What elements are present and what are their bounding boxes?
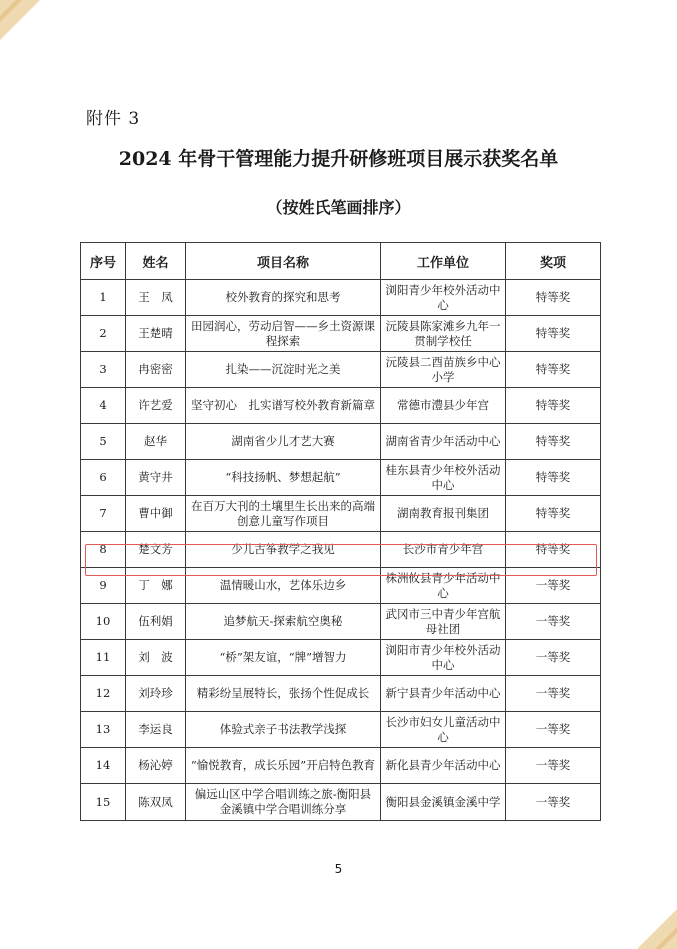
cell-no: 4 (81, 388, 126, 424)
table-row (81, 280, 601, 316)
table-row (81, 496, 601, 532)
cell-award: 一等奖 (506, 748, 601, 784)
cell-no: 12 (81, 676, 126, 712)
cell-name: 曹中御 (126, 496, 186, 532)
table-row (81, 388, 601, 424)
cell-unit: 沅陵县陈家滩乡九年一贯制学校任 (381, 316, 506, 352)
cell-project: “科技扬帆、梦想起航” (186, 460, 381, 496)
table-row (81, 424, 601, 460)
cell-project: “愉悦教育，成长乐园”开启特色教育 (186, 748, 381, 784)
header-award: 奖项 (506, 243, 601, 280)
cell-award: 特等奖 (506, 424, 601, 460)
cell-project: 精彩纷呈展特长，张扬个性促成长 (186, 676, 381, 712)
cell-name: 李运良 (126, 712, 186, 748)
cell-unit: 长沙市妇女儿童活动中心 (381, 712, 506, 748)
cell-unit: 新化县青少年活动中心 (381, 748, 506, 784)
cell-name: 冉密密 (126, 352, 186, 388)
cell-project: 体验式亲子书法教学浅探 (186, 712, 381, 748)
cell-project: 少儿古筝教学之我见 (186, 532, 381, 568)
cell-unit: 长沙市青少年宫 (381, 532, 506, 568)
awards-table (80, 242, 601, 821)
corner-ornament-icon (617, 889, 677, 949)
table-row (81, 316, 601, 352)
cell-unit: 沅陵县二酉苗族乡中心小学 (381, 352, 506, 388)
cell-unit: 新宁县青少年活动中心 (381, 676, 506, 712)
cell-name: 许艺爱 (126, 388, 186, 424)
document-subtitle: （按姓氏笔画排序） (266, 198, 411, 217)
table-row (81, 640, 601, 676)
cell-unit: 湖南教育报刊集团 (381, 496, 506, 532)
cell-name: 黄守井 (126, 460, 186, 496)
table-row (81, 712, 601, 748)
cell-name: 王 凤 (126, 280, 186, 316)
cell-project: 温情暖山水，艺体乐边乡 (186, 568, 381, 604)
cell-no: 11 (81, 640, 126, 676)
cell-project: 在百万大刊的土壤里生长出来的高端创意儿童写作项目 (186, 496, 381, 532)
cell-name: 赵华 (126, 424, 186, 460)
cell-unit: 武冈市三中青少年宫航母社团 (381, 604, 506, 640)
cell-no: 6 (81, 460, 126, 496)
table-row (81, 676, 601, 712)
cell-unit: 株洲攸县青少年活动中心 (381, 568, 506, 604)
cell-name: 刘玲珍 (126, 676, 186, 712)
attachment-label: 附件 3 (86, 109, 141, 129)
cell-unit: 浏阳市青少年校外活动中心 (381, 640, 506, 676)
table-row (81, 352, 601, 388)
cell-name: 楚文芳 (126, 532, 186, 568)
table-header-row (81, 243, 601, 280)
header-project: 项目名称 (186, 243, 381, 280)
cell-no: 5 (81, 424, 126, 460)
cell-project: 坚守初心 扎实谱写校外教育新篇章 (186, 388, 381, 424)
page-number: 5 (334, 862, 343, 876)
cell-award: 一等奖 (506, 676, 601, 712)
table-row (81, 568, 601, 604)
cell-project: 扎染——沉淀时光之美 (186, 352, 381, 388)
table-row (81, 748, 601, 784)
cell-unit: 常德市澧县少年宫 (381, 388, 506, 424)
header-unit: 工作单位 (381, 243, 506, 280)
cell-no: 10 (81, 604, 126, 640)
cell-no: 7 (81, 496, 126, 532)
cell-project: 校外教育的探究和思考 (186, 280, 381, 316)
cell-name: 杨沁婷 (126, 748, 186, 784)
cell-unit: 衡阳县金溪镇金溪中学 (381, 784, 506, 821)
cell-no: 8 (81, 532, 126, 568)
cell-no: 13 (81, 712, 126, 748)
cell-project: “桥”架友谊，“牌”增智力 (186, 640, 381, 676)
cell-no: 15 (81, 784, 126, 821)
cell-name: 丁 娜 (126, 568, 186, 604)
cell-award: 特等奖 (506, 532, 601, 568)
cell-unit: 湖南省青少年活动中心 (381, 424, 506, 460)
cell-no: 1 (81, 280, 126, 316)
cell-no: 2 (81, 316, 126, 352)
cell-name: 刘 波 (126, 640, 186, 676)
cell-award: 一等奖 (506, 604, 601, 640)
cell-no: 9 (81, 568, 126, 604)
cell-unit: 浏阳青少年校外活动中心 (381, 280, 506, 316)
document-title: 2024 年骨干管理能力提升研修班项目展示获奖名单 (118, 148, 559, 170)
cell-award: 一等奖 (506, 640, 601, 676)
table-row (81, 784, 601, 821)
header-no: 序号 (81, 243, 126, 280)
cell-award: 一等奖 (506, 568, 601, 604)
table-row-highlighted (81, 532, 601, 568)
cell-name: 陈双凤 (126, 784, 186, 821)
cell-unit: 桂东县青少年校外活动中心 (381, 460, 506, 496)
cell-name: 王楚晴 (126, 316, 186, 352)
cell-award: 特等奖 (506, 352, 601, 388)
cell-project: 追梦航天-探索航空奥秘 (186, 604, 381, 640)
cell-award: 一等奖 (506, 712, 601, 748)
cell-award: 特等奖 (506, 316, 601, 352)
cell-no: 3 (81, 352, 126, 388)
cell-name: 伍利娟 (126, 604, 186, 640)
table-row (81, 460, 601, 496)
header-name: 姓名 (126, 243, 186, 280)
cell-no: 14 (81, 748, 126, 784)
cell-award: 特等奖 (506, 460, 601, 496)
cell-project: 湖南省少儿才艺大赛 (186, 424, 381, 460)
cell-award: 特等奖 (506, 496, 601, 532)
cell-award: 特等奖 (506, 280, 601, 316)
cell-award: 特等奖 (506, 388, 601, 424)
table-row (81, 604, 601, 640)
cell-project: 偏远山区中学合唱训练之旅-衡阳县金溪镇中学合唱训练分享 (186, 784, 381, 821)
cell-project: 田园润心，劳动启智——乡土资源课程探索 (186, 316, 381, 352)
corner-ornament-icon (0, 0, 60, 60)
cell-award: 一等奖 (506, 784, 601, 821)
